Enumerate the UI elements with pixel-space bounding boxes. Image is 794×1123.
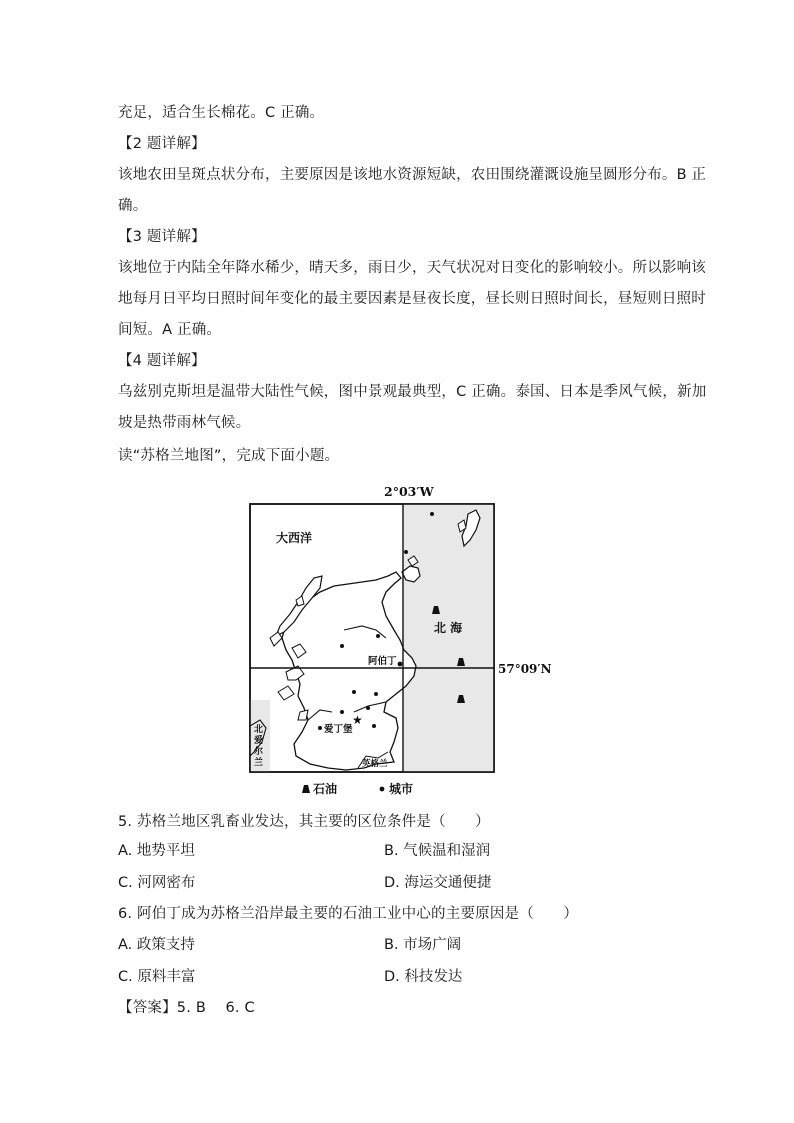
option-a: A. 政策支持 (118, 937, 195, 953)
section-heading: 【4 题详解】 (118, 353, 206, 369)
city-dot (372, 724, 376, 728)
paragraph: 该地农田呈斑点状分布，主要原因是该地水资源短缺，农田围绕灌溉设施呈圆形分布。B 正 (118, 167, 707, 183)
paragraph: 该地位于内陆全年降水稀少，晴天多，雨日少，天气状况对日变化的影响较小。所以影响该 (118, 260, 706, 276)
oil-legend-icon (302, 785, 310, 793)
city-dot (340, 710, 344, 714)
option-b: B. 气候温和湿润 (384, 843, 491, 859)
atlantic-ocean-label: 大西洋 (276, 531, 313, 545)
option-a: A. 地势平坦 (118, 843, 195, 859)
scotland-map (236, 480, 556, 800)
city-dot (366, 706, 370, 710)
city-dot (430, 512, 434, 516)
n-ireland-label-4: 兰 (254, 758, 264, 768)
longitude-label: 2°03′W (384, 484, 434, 499)
city-legend-icon (380, 787, 385, 792)
paragraph: 坡是热带雨林气候。 (118, 415, 251, 431)
city-dot (352, 690, 356, 694)
paragraph: 间短。A 正确。 (118, 322, 222, 338)
question-stem: 6. 阿伯丁成为苏格兰沿岸最主要的石油工业中心的主要原因是（ ） (118, 906, 579, 922)
paragraph: 地每月日平均日照时间年变化的最主要因素是昼夜长度，昼长则日照时间长，昼短则日照时 (118, 291, 706, 307)
city-dot (318, 726, 322, 730)
north-sea-label: 北 海 (434, 621, 463, 635)
option-d: D. 科技发达 (384, 969, 463, 985)
n-ireland-label-1: 北 (254, 725, 264, 735)
map-legend (302, 781, 413, 796)
section-heading: 【2 题详解】 (118, 136, 206, 152)
paragraph: 充足，适合生长棉花。C 正确。 (118, 105, 325, 121)
n-ireland-label-2: 爱 (254, 736, 264, 746)
aberdeen-label: 阿伯丁 (368, 656, 397, 667)
city-dot (340, 644, 344, 648)
legend-city-label: 城市 (389, 782, 414, 796)
answer-line: 【答案】5. B 6. C (118, 1000, 255, 1016)
edinburgh-star-icon: ★ (352, 713, 363, 727)
north-sea-area (403, 504, 494, 772)
question-stem: 5. 苏格兰地区乳畜业发达，其主要的区位条件是（ ） (118, 814, 490, 830)
legend-oil-label: 石油 (313, 782, 338, 796)
paragraph: 确。 (118, 198, 148, 214)
section-heading: 【3 题详解】 (118, 229, 206, 245)
edinburgh-label: 爱丁堡 (324, 724, 353, 735)
question-intro: 读“苏格兰地图”，完成下面小题。 (118, 448, 340, 464)
option-c: C. 原料丰富 (118, 969, 196, 985)
option-d: D. 海运交通便捷 (384, 875, 492, 891)
city-dot (374, 692, 378, 696)
city-dot (404, 550, 408, 554)
england-label: 英格兰 (362, 759, 388, 769)
city-dot (376, 634, 380, 638)
option-b: B. 市场广阔 (384, 937, 462, 953)
paragraph: 乌兹别克斯坦是温带大陆性气候，图中景观最典型，C 正确。泰国、日本是季风气候，新加 (118, 384, 707, 400)
latitude-label: 57°09′N (498, 662, 552, 676)
option-c: C. 河网密布 (118, 875, 196, 891)
n-ireland-label-3: 尔 (254, 747, 264, 757)
city-dot-aberdeen (398, 662, 403, 667)
